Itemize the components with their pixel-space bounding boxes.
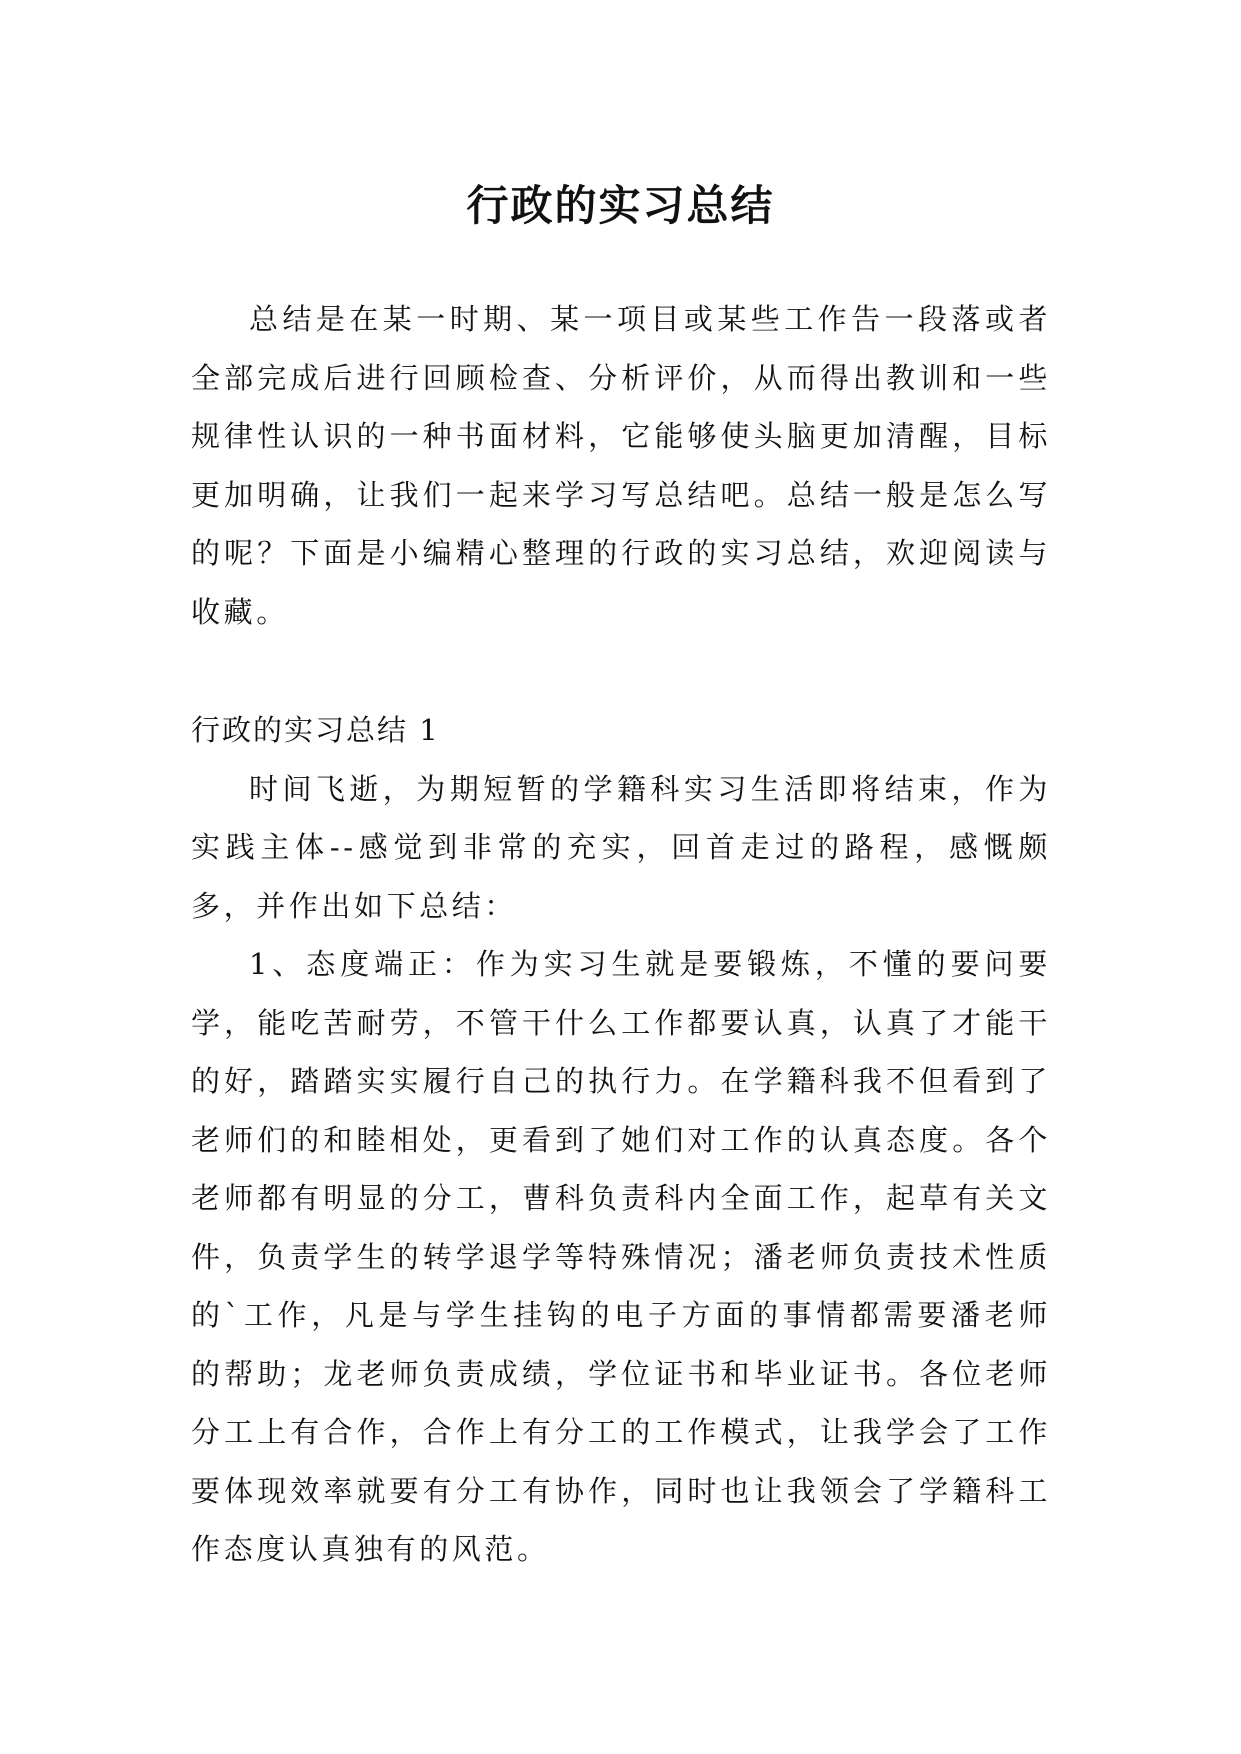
- section-heading: 行政的实习总结 1: [191, 713, 440, 747]
- document-title: 行政的实习总结: [466, 181, 775, 231]
- body-paragraph-2: 1、态度端正：作为实习生就是要锻炼，不懂的要问要学，能吃苦耐劳，不管干什么工作都要认真，认真了才能干的好，踏踏实实履行自己的执行力。在学籍科我不但看到了老师们的和睦相处，更看到了她们对工作的认真态度。各个老师都有明显的分工，曹科负责科内全面工作，起草有关文件，负责学生的转学退学等特殊情况；潘老师负责技术性质的`工作，凡是与学生挂钩的电子方面的事情都需要潘老师的帮助；龙老师负责成绩，学位证书和毕业证书。各位老师分工上有合作，合作上有分工的工作模式，让我学会了工作要体现效率就要有分工有协作，同时也让我领会了学籍科工作态度认真独有的风范。: [191, 947, 1051, 1566]
- body-paragraph-1: 时间飞逝，为期短暂的学籍科实习生活即将结束，作为实践主体--感觉到非常的充实，回首走过的路程，感慨颇多，并作出如下总结：: [191, 771, 1051, 923]
- intro-paragraph: 总结是在某一时期、某一项目或某些工作告一段落或者全部完成后进行回顾检查、分析评价，从而得出教训和一些规律性认识的一种书面材料，它能够使头脑更加清醒，目标更加明确，让我们一起来学习写总结吧。总结一般是怎么写的呢？下面是小编精心整理的行政的实习总结，欢迎阅读与收藏。: [191, 302, 1051, 629]
- document-body: [191, 290, 1051, 1579]
